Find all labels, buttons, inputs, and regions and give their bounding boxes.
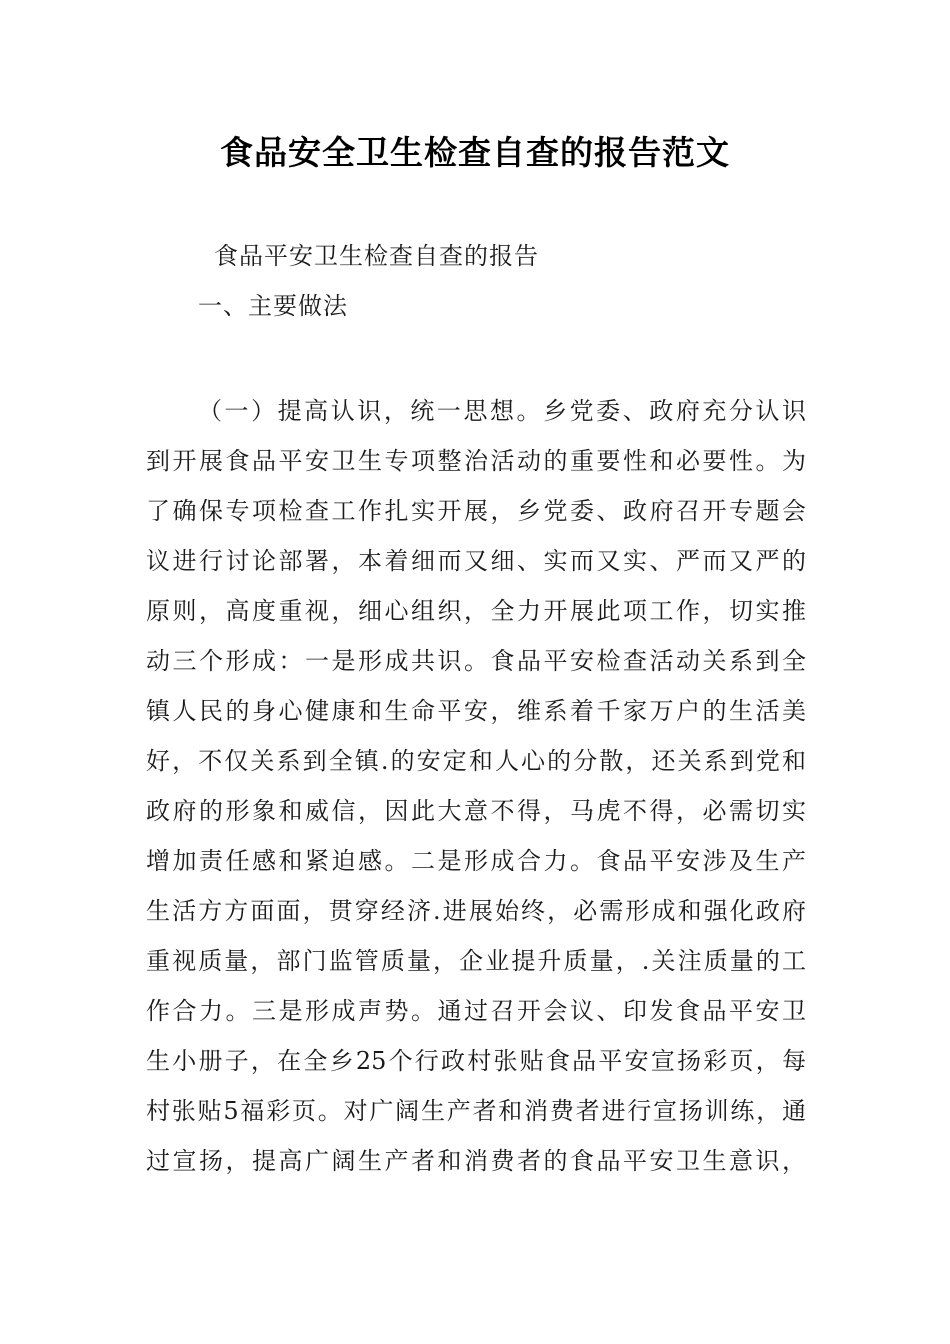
paragraph-line: 到开展食品平安卫生专项整治活动的重要性和必要性。为 xyxy=(146,447,806,475)
document-subtitle: 食品平安卫生检查自查的报告 xyxy=(214,242,539,270)
paragraph-line: 过宣扬，提高广阔生产者和消费者的食品平安卫生意识， xyxy=(146,1147,806,1175)
paragraph-line: 村张贴5福彩页。对广阔生产者和消费者进行宣扬训练，通 xyxy=(146,1097,806,1125)
paragraph-line: 生小册子，在全乡25个行政村张贴食品平安宣扬彩页，每 xyxy=(146,1047,806,1075)
paragraph-line: 好，不仅关系到全镇.的安定和人心的分散，还关系到党和 xyxy=(146,747,806,775)
paragraph-line: 重视质量，部门监管质量，企业提升质量，.关注质量的工 xyxy=(146,947,806,975)
body-paragraph xyxy=(146,386,806,1186)
document-title: 食品安全卫生检查自查的报告范文 xyxy=(220,133,730,172)
paragraph-line: 政府的形象和威信，因此大意不得，马虎不得，必需切实 xyxy=(146,797,806,825)
paragraph-line: （一）提高认识，统一思想。乡党委、政府充分认识 xyxy=(198,397,806,425)
paragraph-line: 原则，高度重视，细心组织，全力开展此项工作，切实推 xyxy=(146,597,806,625)
paragraph-line: 生活方方面面，贯穿经济.进展始终，必需形成和强化政府 xyxy=(146,897,806,925)
paragraph-line: 作合力。三是形成声势。通过召开会议、印发食品平安卫 xyxy=(146,997,806,1025)
paragraph-line: 增加责任感和紧迫感。二是形成合力。食品平安涉及生产 xyxy=(146,847,806,875)
paragraph-line: 了确保专项检查工作扎实开展，乡党委、政府召开专题会 xyxy=(146,497,806,525)
section-heading: 一、主要做法 xyxy=(198,292,348,320)
paragraph-line: 议进行讨论部署，本着细而又细、实而又实、严而又严的 xyxy=(146,547,806,575)
paragraph-line: 镇人民的身心健康和生命平安，维系着千家万户的生活美 xyxy=(146,697,806,725)
paragraph-line: 动三个形成：一是形成共识。食品平安检查活动关系到全 xyxy=(146,647,806,675)
